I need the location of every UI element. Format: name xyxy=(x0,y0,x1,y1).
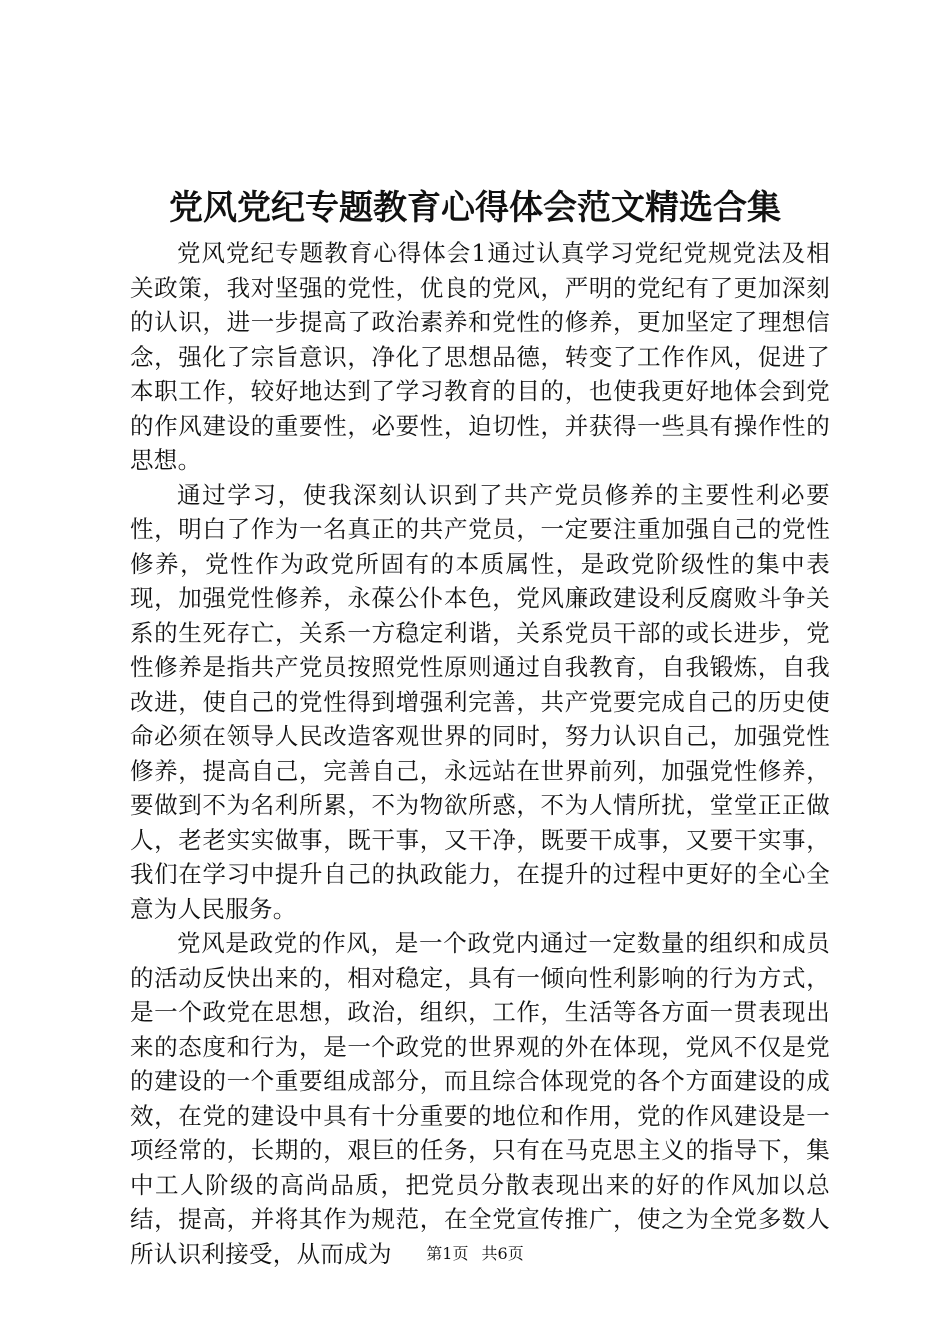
paragraph-2: 通过学习，使我深刻认识到了共产党员修养的主要性利必要性，明白了作为一名真正的共产党员，一定要注重加强自己的党性修养，党性作为政党所固有的本质属性，是政党阶级性的集中表现，加强党性修养，永葆公仆本色，党风廉政建设利反腐败斗争关系的生死存亡，关系一方稳定利谐，关系党员干部的或长进步，党性修养是指共产党员按照党性原则通过自我教育，自我锻炼，自我改进，使自己的党性得到增强利完善，共产党要完成自己的历史使命必须在领导人民改造客观世界的同时，努力认识自己，加强党性修养，提高自己，完善自己，永远站在世界前列，加强党性修养，要做到不为名利所累，不为物欲所惑，不为人情所扰，堂堂正正做人，老老实实做事，既干事，又干净，既要干成事，又要干实事，我们在学习中提升自己的执政能力，在提升的过程中更好的全心全意为人民服务。 xyxy=(130,480,830,923)
paragraph-3: 党风是政党的作风，是一个政党内通过一定数量的组织和成员的活动反快出来的，相对稳定，具有一倾向性利影响的行为方式，是一个政党在思想，政治，组织，工作，生活等各方面一贯表现出来的态度和行为，是一个政党的世界观的外在体现，党风不仅是党的建设的一个重要组成部分，而且综合体现党的各个方面建设的成效，在党的建设中具有十分重要的地位和作用，党的作风建设是一项经常的，长期的，艰巨的任务，只有在马克思主义的指导下，集中工人阶级的高尚品质，把党员分散表现出来的好的作风加以总结，提高，并将其作为规范，在全党宣传推广，使之为全党多数人所认识利接受，从而成为 xyxy=(130,929,830,1268)
document-title: 党风党纪专题教育心得体会范文精选合集 xyxy=(169,188,781,228)
page-footer xyxy=(0,1243,950,1265)
document-body xyxy=(130,236,830,1271)
page-total: 共6页 xyxy=(481,1244,524,1263)
paragraph-1: 党风党纪专题教育心得体会1通过认真学习党纪党规党法及相关政策，我对坚强的党性，优良的党风，严明的党纪有了更加深刻的认识，进一步提高了政治素养和党性的修养，更加坚定了理想信念，强化了宗旨意识，净化了思想品德，转变了工作作风，促进了本职工作，较好地达到了学习教育的目的，也使我更好地体会到党的作风建设的重要性，必要性，迫切性，并获得一些具有操作性的思想。 xyxy=(130,239,830,474)
page-number: 第1页 xyxy=(426,1244,469,1263)
